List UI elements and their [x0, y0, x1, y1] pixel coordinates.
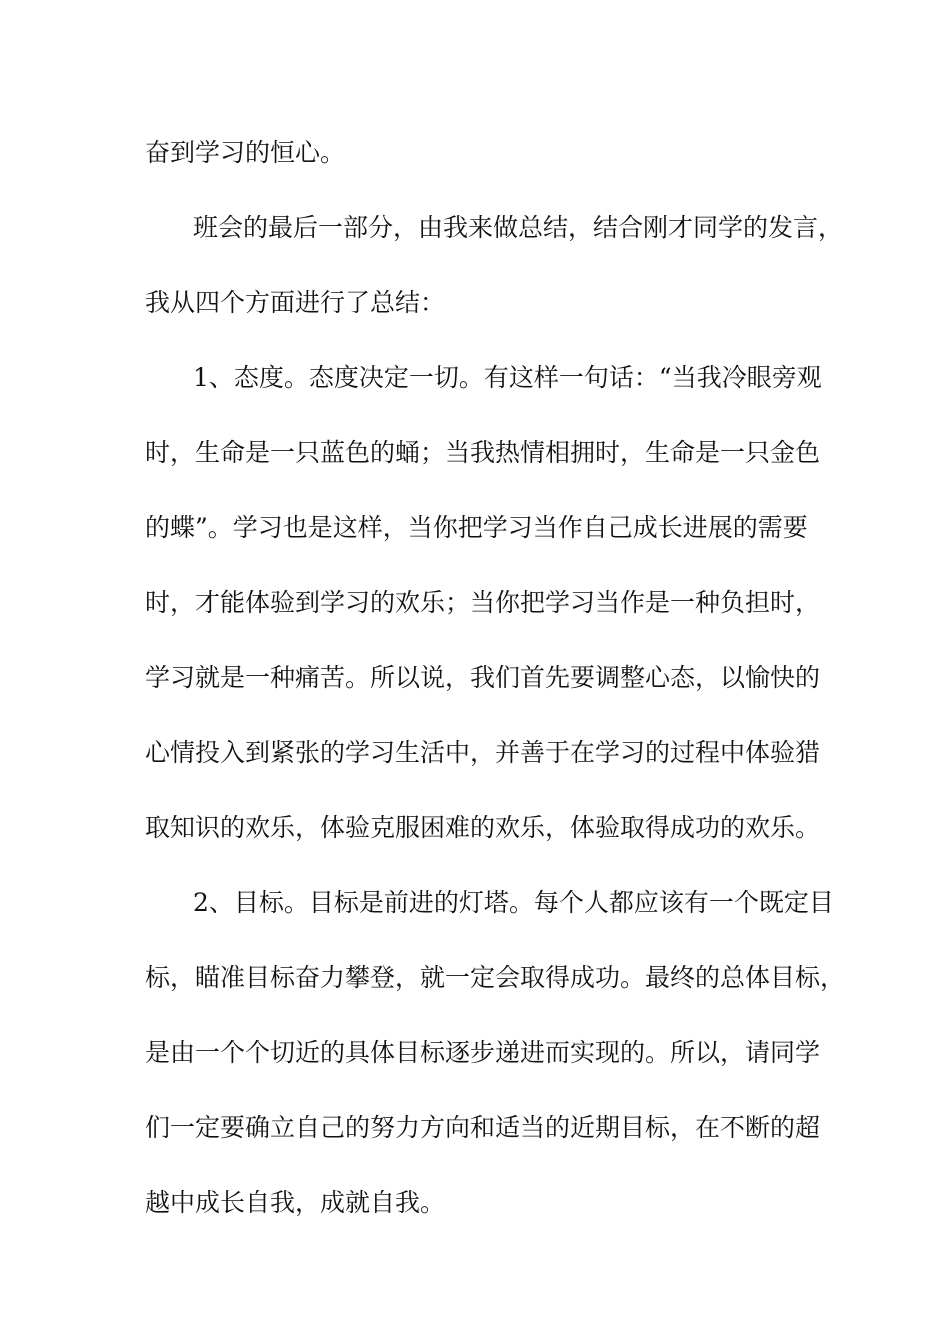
- text-line: 学习就是一种痛苦。所以说，我们首先要调整心态，以愉快的: [145, 663, 821, 692]
- text-line: 心情投入到紧张的学习生活中，并善于在学习的过程中体验猎: [145, 738, 821, 767]
- text-line: 的蝶”。学习也是这样，当你把学习当作自己成长进展的需要: [145, 513, 808, 542]
- paragraph-first-line: 1、态度。态度决定一切。有这样一句话：“当我冷眼旁观: [193, 363, 822, 392]
- text-line: 越中成长自我，成就自我。: [145, 1188, 446, 1217]
- text-line: 时，才能体验到学习的欢乐；当你把学习当作是一种负担时，: [145, 588, 821, 617]
- text-line: 我从四个方面进行了总结：: [145, 288, 446, 317]
- text-line: 是由一个个切近的具体目标逐步递进而实现的。所以，请同学: [145, 1038, 821, 1067]
- text-line: 时，生命是一只蓝色的蛹；当我热情相拥时，生命是一只金色: [145, 438, 821, 467]
- text-line: 们一定要确立自己的努力方向和适当的近期目标，在不断的超: [145, 1113, 821, 1142]
- text-line: 取知识的欢乐，体验克服困难的欢乐，体验取得成功的欢乐。: [145, 813, 821, 842]
- paragraph-first-line: 班会的最后一部分，由我来做总结，结合刚才同学的发言，: [193, 213, 844, 242]
- text-line: 标，瞄准目标奋力攀登，就一定会取得成功。最终的总体目标，: [145, 963, 846, 992]
- paragraph-first-line: 2、目标。目标是前进的灯塔。每个人都应该有一个既定目: [193, 888, 834, 917]
- text-line: 奋到学习的恒心。: [145, 138, 346, 167]
